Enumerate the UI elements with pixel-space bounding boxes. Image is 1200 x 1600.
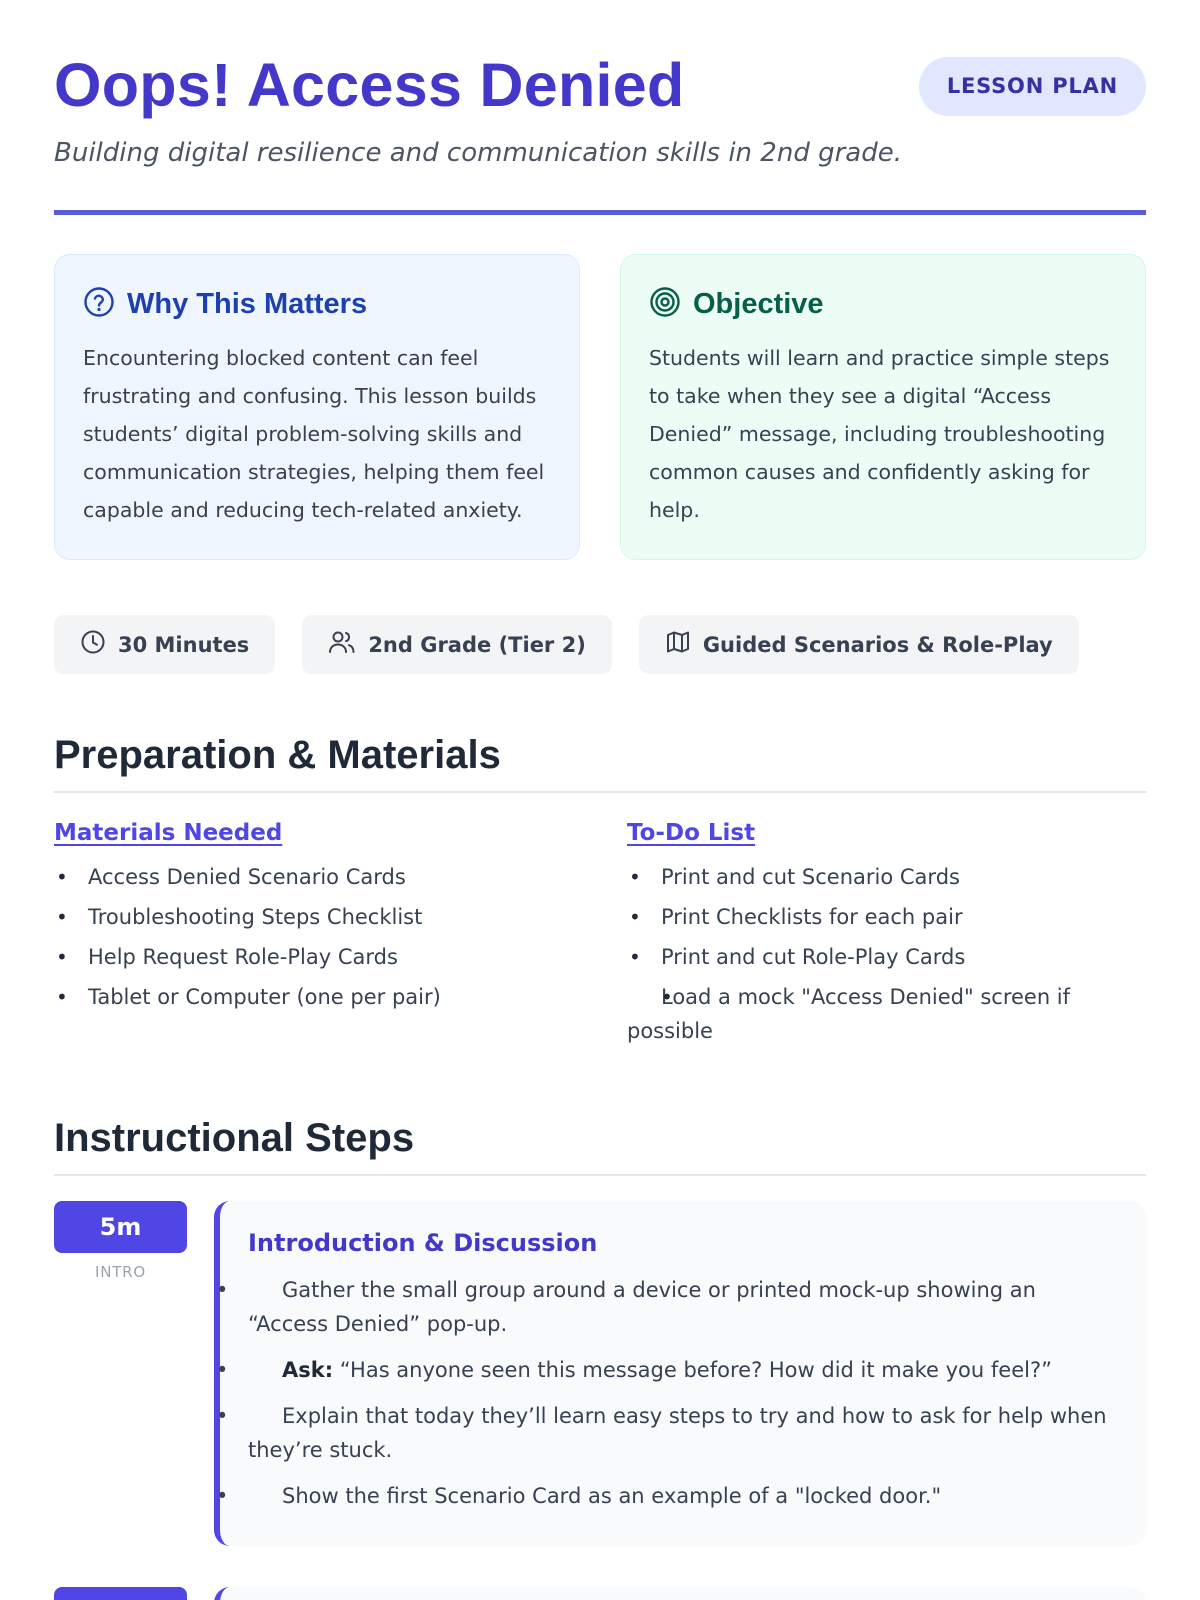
format-label: Guided Scenarios & Role-Play	[702, 632, 1053, 657]
materials-needed-heading: Materials Needed	[54, 820, 283, 846]
step-duration-badge: 5m	[54, 1201, 187, 1253]
clock-icon	[80, 629, 106, 660]
page-header	[54, 0, 1146, 215]
instructional-steps-heading: Instructional Steps	[54, 1116, 1146, 1176]
duration-label: 30 Minutes	[118, 632, 250, 657]
duration-chip	[54, 615, 275, 674]
ask-label: Ask:	[282, 1358, 334, 1382]
question-circle-icon	[83, 286, 115, 322]
page-subtitle: Building digital resilience and communication skills in 2nd grade.	[54, 138, 902, 168]
list-item: • Print and cut Scenario Cards	[627, 860, 1147, 894]
objective-card	[620, 254, 1146, 560]
next-step-card	[214, 1587, 1146, 1600]
list-item: • Access Denied Scenario Cards	[54, 860, 574, 894]
lesson-meta	[54, 615, 1079, 674]
materials-needed-column	[54, 820, 574, 1020]
todo-list	[627, 860, 1147, 1048]
list-item: • Troubleshooting Steps Checklist	[54, 900, 574, 934]
why-this-matters-title: Why This Matters	[127, 287, 368, 320]
todo-heading: To-Do List	[627, 820, 756, 846]
list-item: • Help Request Role-Play Cards	[54, 940, 574, 974]
preparation-heading: Preparation & Materials	[54, 733, 1146, 793]
lesson-plan-badge: LESSON PLAN	[919, 57, 1146, 116]
grade-label: 2nd Grade (Tier 2)	[368, 632, 586, 657]
next-step-duration-badge	[54, 1587, 187, 1600]
list-item: • Print Checklists for each pair	[627, 900, 1147, 934]
materials-list	[54, 860, 574, 1014]
step-title: Introduction & Discussion	[248, 1229, 598, 1257]
objective-text: Students will learn and practice simple steps to take when they see a digital “Access Denied” message, including troubleshooting common causes and confidently asking for help.	[649, 346, 1110, 522]
intro-cards	[54, 254, 1146, 560]
list-item: • Print and cut Role-Play Cards	[627, 940, 1147, 974]
why-this-matters-card	[54, 254, 580, 560]
map-icon	[665, 629, 691, 660]
users-icon	[328, 629, 356, 660]
step-bullet: • Ask: “Has anyone seen this message before? How did it make you feel?”	[248, 1353, 1118, 1387]
step-bullet: • Show the first Scenario Card as an example of a "locked door."	[248, 1479, 1118, 1513]
list-item: • Load a mock "Access Denied" screen if possible	[627, 980, 1147, 1048]
step-card-introduction	[214, 1201, 1146, 1546]
step-bullets	[248, 1273, 1118, 1513]
grade-chip	[302, 615, 612, 674]
why-this-matters-text: Encountering blocked content can feel frustrating and confusing. This lesson builds students’ digital problem-solving skills and communication strategies, helping them feel capable and reducing tech-related anxiety.	[83, 346, 545, 522]
list-item: • Tablet or Computer (one per pair)	[54, 980, 574, 1014]
step-bullet: • Gather the small group around a device or printed mock-up showing an “Access Denied” pop-up.	[248, 1273, 1118, 1341]
objective-title: Objective	[693, 287, 824, 320]
target-icon	[649, 286, 681, 322]
todo-column	[627, 820, 1147, 1054]
step-phase-label: INTRO	[94, 1263, 147, 1281]
page-title: Oops! Access Denied	[54, 51, 685, 119]
step-bullet: • Explain that today they’ll learn easy steps to try and how to ask for help when they’re stuck.	[248, 1399, 1118, 1467]
format-chip	[639, 615, 1079, 674]
